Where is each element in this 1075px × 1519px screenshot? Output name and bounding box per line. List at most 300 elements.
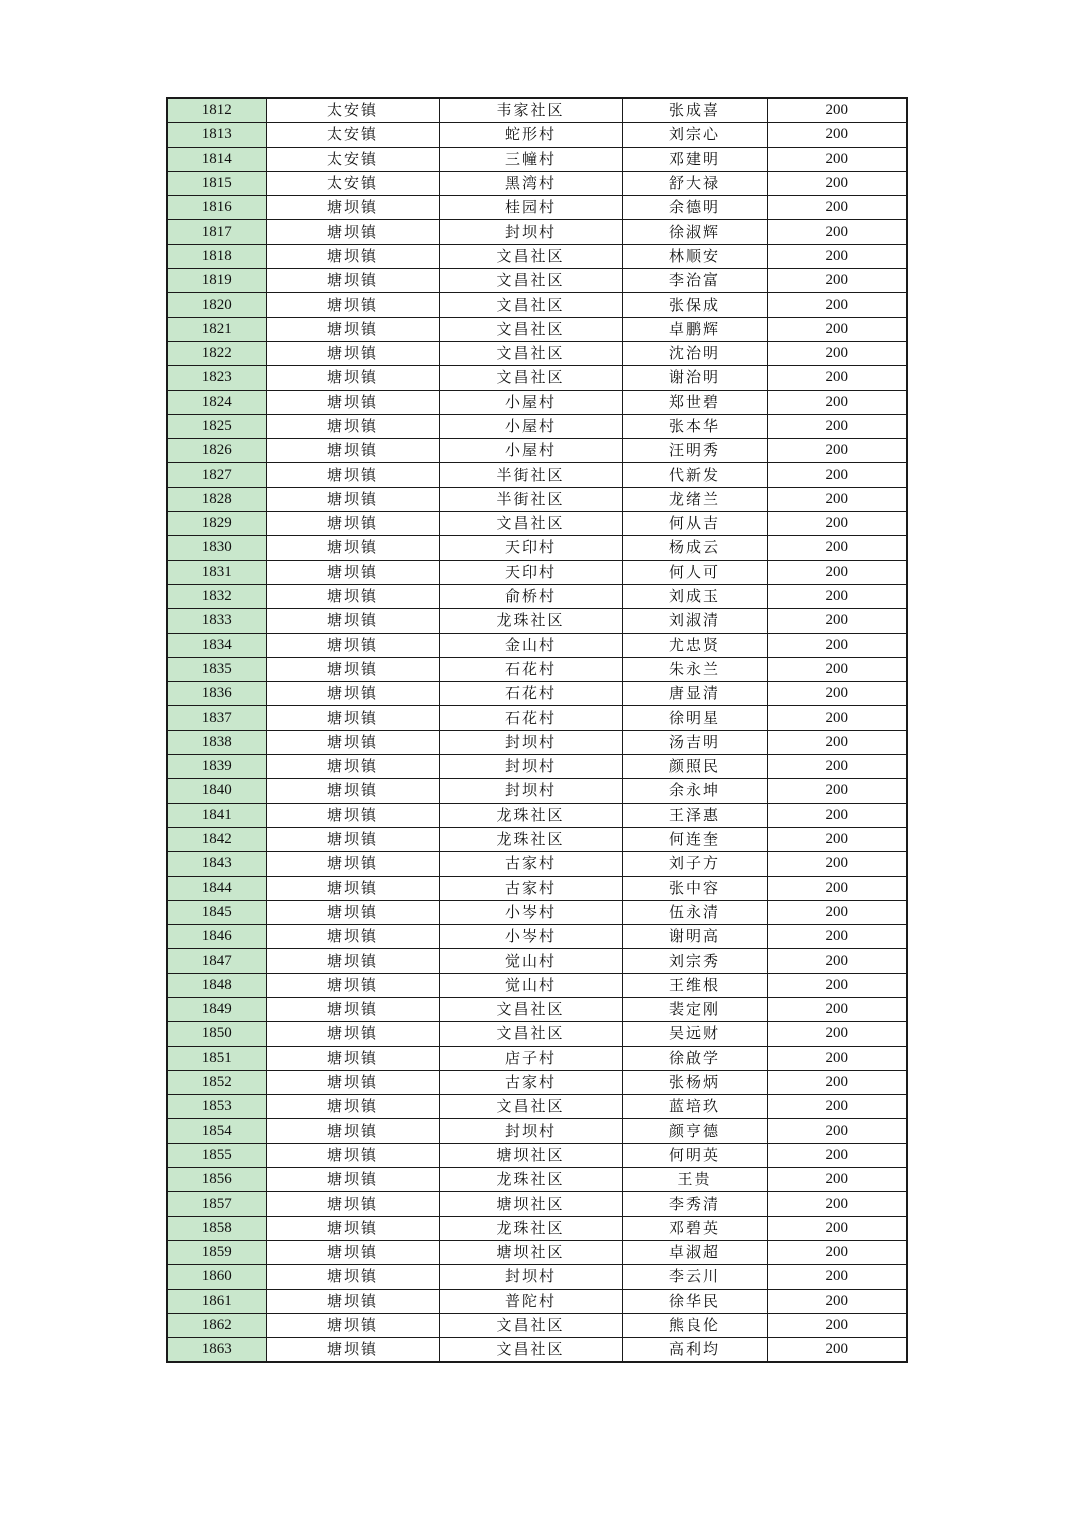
village-cell: 桂园村	[439, 196, 622, 220]
amount-cell: 200	[767, 463, 907, 487]
town-cell: 塘坝镇	[266, 973, 439, 997]
amount-cell: 200	[767, 560, 907, 584]
person-name-cell: 刘宗秀	[622, 949, 767, 973]
person-name-cell: 林顺安	[622, 244, 767, 268]
amount-cell: 200	[767, 925, 907, 949]
village-cell: 文昌社区	[439, 293, 622, 317]
amount-cell: 200	[767, 487, 907, 511]
amount-cell: 200	[767, 1046, 907, 1070]
row-number: 1821	[167, 317, 266, 341]
town-cell: 塘坝镇	[266, 293, 439, 317]
row-number: 1851	[167, 1046, 266, 1070]
village-cell: 小岑村	[439, 900, 622, 924]
village-cell: 封坝村	[439, 779, 622, 803]
town-cell: 太安镇	[266, 171, 439, 195]
town-cell: 塘坝镇	[266, 487, 439, 511]
person-name-cell: 谢明高	[622, 925, 767, 949]
person-name-cell: 徐淑辉	[622, 220, 767, 244]
row-number: 1826	[167, 439, 266, 463]
person-name-cell: 何明英	[622, 1143, 767, 1167]
amount-cell: 200	[767, 439, 907, 463]
village-cell: 半街社区	[439, 463, 622, 487]
row-number: 1824	[167, 390, 266, 414]
row-number: 1819	[167, 269, 266, 293]
village-cell: 天印村	[439, 536, 622, 560]
row-number: 1853	[167, 1095, 266, 1119]
table-row	[167, 755, 907, 779]
amount-cell: 200	[767, 1070, 907, 1094]
village-cell: 封坝村	[439, 220, 622, 244]
row-number: 1825	[167, 414, 266, 438]
table-row	[167, 317, 907, 341]
town-cell: 塘坝镇	[266, 512, 439, 536]
village-cell: 小岑村	[439, 925, 622, 949]
table-row	[167, 560, 907, 584]
table-row	[167, 900, 907, 924]
town-cell: 塘坝镇	[266, 730, 439, 754]
village-cell: 俞桥村	[439, 584, 622, 608]
village-cell: 封坝村	[439, 1119, 622, 1143]
town-cell: 塘坝镇	[266, 244, 439, 268]
person-name-cell: 卓淑超	[622, 1240, 767, 1264]
table-row	[167, 439, 907, 463]
person-name-cell: 李云川	[622, 1265, 767, 1289]
amount-cell: 200	[767, 682, 907, 706]
town-cell: 塘坝镇	[266, 1240, 439, 1264]
town-cell: 太安镇	[266, 123, 439, 147]
town-cell: 塘坝镇	[266, 1313, 439, 1337]
row-number: 1863	[167, 1338, 266, 1363]
row-number: 1846	[167, 925, 266, 949]
person-name-cell: 代新发	[622, 463, 767, 487]
town-cell: 塘坝镇	[266, 1143, 439, 1167]
table-row	[167, 609, 907, 633]
row-number: 1859	[167, 1240, 266, 1264]
row-number: 1836	[167, 682, 266, 706]
table-row	[167, 925, 907, 949]
town-cell: 塘坝镇	[266, 463, 439, 487]
table-row	[167, 682, 907, 706]
row-number: 1843	[167, 852, 266, 876]
person-name-cell: 卓鹏辉	[622, 317, 767, 341]
village-cell: 三幢村	[439, 147, 622, 171]
person-name-cell: 何人可	[622, 560, 767, 584]
row-number: 1849	[167, 997, 266, 1021]
row-number: 1822	[167, 341, 266, 365]
village-cell: 封坝村	[439, 755, 622, 779]
person-name-cell: 汤吉明	[622, 730, 767, 754]
village-cell: 龙珠社区	[439, 1168, 622, 1192]
village-cell: 小屋村	[439, 439, 622, 463]
amount-cell: 200	[767, 779, 907, 803]
table-row	[167, 730, 907, 754]
person-name-cell: 刘宗心	[622, 123, 767, 147]
row-number: 1813	[167, 123, 266, 147]
village-cell: 文昌社区	[439, 512, 622, 536]
town-cell: 塘坝镇	[266, 925, 439, 949]
amount-cell: 200	[767, 390, 907, 414]
town-cell: 塘坝镇	[266, 706, 439, 730]
person-name-cell: 张保成	[622, 293, 767, 317]
amount-cell: 200	[767, 657, 907, 681]
village-cell: 文昌社区	[439, 1338, 622, 1363]
table-row	[167, 293, 907, 317]
row-number: 1842	[167, 827, 266, 851]
person-name-cell: 李治富	[622, 269, 767, 293]
person-name-cell: 裴定刚	[622, 997, 767, 1021]
person-name-cell: 王维根	[622, 973, 767, 997]
amount-cell: 200	[767, 609, 907, 633]
amount-cell: 200	[767, 1216, 907, 1240]
roster-body	[167, 98, 907, 1362]
town-cell: 塘坝镇	[266, 584, 439, 608]
village-cell: 龙珠社区	[439, 803, 622, 827]
town-cell: 塘坝镇	[266, 1216, 439, 1240]
amount-cell: 200	[767, 414, 907, 438]
row-number: 1854	[167, 1119, 266, 1143]
town-cell: 塘坝镇	[266, 609, 439, 633]
amount-cell: 200	[767, 536, 907, 560]
row-number: 1858	[167, 1216, 266, 1240]
village-cell: 石花村	[439, 657, 622, 681]
table-row	[167, 196, 907, 220]
amount-cell: 200	[767, 730, 907, 754]
amount-cell: 200	[767, 244, 907, 268]
amount-cell: 200	[767, 293, 907, 317]
town-cell: 塘坝镇	[266, 366, 439, 390]
table-row	[167, 1095, 907, 1119]
town-cell: 塘坝镇	[266, 779, 439, 803]
village-cell: 小屋村	[439, 390, 622, 414]
table-row	[167, 1022, 907, 1046]
table-row	[167, 973, 907, 997]
town-cell: 塘坝镇	[266, 220, 439, 244]
person-name-cell: 伍永清	[622, 900, 767, 924]
amount-cell: 200	[767, 1313, 907, 1337]
village-cell: 蛇形村	[439, 123, 622, 147]
person-name-cell: 刘淑清	[622, 609, 767, 633]
person-name-cell: 何连奎	[622, 827, 767, 851]
row-number: 1835	[167, 657, 266, 681]
town-cell: 塘坝镇	[266, 1095, 439, 1119]
town-cell: 塘坝镇	[266, 852, 439, 876]
town-cell: 塘坝镇	[266, 1338, 439, 1363]
table-row	[167, 1338, 907, 1363]
person-name-cell: 杨成云	[622, 536, 767, 560]
village-cell: 文昌社区	[439, 244, 622, 268]
row-number: 1820	[167, 293, 266, 317]
village-cell: 文昌社区	[439, 1095, 622, 1119]
table-row	[167, 803, 907, 827]
row-number: 1855	[167, 1143, 266, 1167]
village-cell: 觉山村	[439, 973, 622, 997]
table-row	[167, 536, 907, 560]
amount-cell: 200	[767, 1095, 907, 1119]
amount-cell: 200	[767, 755, 907, 779]
person-name-cell: 颜照民	[622, 755, 767, 779]
village-cell: 文昌社区	[439, 317, 622, 341]
town-cell: 塘坝镇	[266, 269, 439, 293]
town-cell: 塘坝镇	[266, 682, 439, 706]
table-row	[167, 487, 907, 511]
town-cell: 塘坝镇	[266, 1070, 439, 1094]
amount-cell: 200	[767, 997, 907, 1021]
table-row	[167, 1240, 907, 1264]
town-cell: 塘坝镇	[266, 827, 439, 851]
amount-cell: 200	[767, 512, 907, 536]
town-cell: 塘坝镇	[266, 1265, 439, 1289]
village-cell: 塘坝社区	[439, 1143, 622, 1167]
row-number: 1814	[167, 147, 266, 171]
village-cell: 半街社区	[439, 487, 622, 511]
village-cell: 文昌社区	[439, 1313, 622, 1337]
person-name-cell: 刘子方	[622, 852, 767, 876]
village-cell: 石花村	[439, 682, 622, 706]
row-number: 1828	[167, 487, 266, 511]
person-name-cell: 徐啟学	[622, 1046, 767, 1070]
village-cell: 封坝村	[439, 730, 622, 754]
person-name-cell: 王泽惠	[622, 803, 767, 827]
table-row	[167, 366, 907, 390]
person-name-cell: 何从吉	[622, 512, 767, 536]
village-cell: 龙珠社区	[439, 827, 622, 851]
row-number: 1845	[167, 900, 266, 924]
village-cell: 小屋村	[439, 414, 622, 438]
amount-cell: 200	[767, 123, 907, 147]
person-name-cell: 张本华	[622, 414, 767, 438]
row-number: 1848	[167, 973, 266, 997]
table-row	[167, 512, 907, 536]
town-cell: 塘坝镇	[266, 1119, 439, 1143]
person-name-cell: 余德明	[622, 196, 767, 220]
row-number: 1823	[167, 366, 266, 390]
amount-cell: 200	[767, 1338, 907, 1363]
person-name-cell: 王贵	[622, 1168, 767, 1192]
row-number: 1837	[167, 706, 266, 730]
town-cell: 塘坝镇	[266, 1022, 439, 1046]
row-number: 1830	[167, 536, 266, 560]
row-number: 1844	[167, 876, 266, 900]
row-number: 1861	[167, 1289, 266, 1313]
person-name-cell: 张成喜	[622, 98, 767, 123]
subsidy-roster-table	[166, 97, 908, 1363]
amount-cell: 200	[767, 949, 907, 973]
amount-cell: 200	[767, 633, 907, 657]
amount-cell: 200	[767, 852, 907, 876]
town-cell: 塘坝镇	[266, 414, 439, 438]
amount-cell: 200	[767, 366, 907, 390]
table-row	[167, 1119, 907, 1143]
village-cell: 文昌社区	[439, 366, 622, 390]
table-row	[167, 827, 907, 851]
town-cell: 塘坝镇	[266, 439, 439, 463]
table-row	[167, 1289, 907, 1313]
amount-cell: 200	[767, 196, 907, 220]
town-cell: 塘坝镇	[266, 949, 439, 973]
table-row	[167, 1168, 907, 1192]
village-cell: 文昌社区	[439, 341, 622, 365]
table-row	[167, 1216, 907, 1240]
row-number: 1812	[167, 98, 266, 123]
row-number: 1847	[167, 949, 266, 973]
person-name-cell: 蓝培玖	[622, 1095, 767, 1119]
table-row	[167, 414, 907, 438]
amount-cell: 200	[767, 803, 907, 827]
amount-cell: 200	[767, 876, 907, 900]
village-cell: 天印村	[439, 560, 622, 584]
row-number: 1816	[167, 196, 266, 220]
town-cell: 塘坝镇	[266, 1046, 439, 1070]
town-cell: 太安镇	[266, 98, 439, 123]
person-name-cell: 张杨炳	[622, 1070, 767, 1094]
town-cell: 塘坝镇	[266, 1168, 439, 1192]
row-number: 1860	[167, 1265, 266, 1289]
amount-cell: 200	[767, 341, 907, 365]
person-name-cell: 谢治明	[622, 366, 767, 390]
amount-cell: 200	[767, 1240, 907, 1264]
table-row	[167, 1313, 907, 1337]
amount-cell: 200	[767, 1289, 907, 1313]
table-row	[167, 1265, 907, 1289]
table-row	[167, 98, 907, 123]
person-name-cell: 龙绪兰	[622, 487, 767, 511]
table-row	[167, 657, 907, 681]
village-cell: 金山村	[439, 633, 622, 657]
amount-cell: 200	[767, 900, 907, 924]
row-number: 1850	[167, 1022, 266, 1046]
table-row	[167, 1070, 907, 1094]
person-name-cell: 徐华民	[622, 1289, 767, 1313]
person-name-cell: 沈治明	[622, 341, 767, 365]
amount-cell: 200	[767, 706, 907, 730]
person-name-cell: 舒大禄	[622, 171, 767, 195]
village-cell: 韦家社区	[439, 98, 622, 123]
town-cell: 塘坝镇	[266, 317, 439, 341]
village-cell: 塘坝社区	[439, 1192, 622, 1216]
row-number: 1817	[167, 220, 266, 244]
village-cell: 觉山村	[439, 949, 622, 973]
table-row	[167, 997, 907, 1021]
amount-cell: 200	[767, 827, 907, 851]
village-cell: 封坝村	[439, 1265, 622, 1289]
village-cell: 黑湾村	[439, 171, 622, 195]
table-row	[167, 269, 907, 293]
person-name-cell: 郑世碧	[622, 390, 767, 414]
town-cell: 塘坝镇	[266, 803, 439, 827]
person-name-cell: 邓碧英	[622, 1216, 767, 1240]
table-row	[167, 244, 907, 268]
person-name-cell: 尤忠贤	[622, 633, 767, 657]
amount-cell: 200	[767, 171, 907, 195]
village-cell: 龙珠社区	[439, 1216, 622, 1240]
amount-cell: 200	[767, 584, 907, 608]
town-cell: 塘坝镇	[266, 633, 439, 657]
town-cell: 塘坝镇	[266, 560, 439, 584]
amount-cell: 200	[767, 98, 907, 123]
person-name-cell: 余永坤	[622, 779, 767, 803]
village-cell: 古家村	[439, 876, 622, 900]
amount-cell: 200	[767, 973, 907, 997]
table-row	[167, 1192, 907, 1216]
village-cell: 龙珠社区	[439, 609, 622, 633]
village-cell: 店子村	[439, 1046, 622, 1070]
row-number: 1857	[167, 1192, 266, 1216]
village-cell: 塘坝社区	[439, 1240, 622, 1264]
person-name-cell: 朱永兰	[622, 657, 767, 681]
table-row	[167, 779, 907, 803]
table-row	[167, 633, 907, 657]
person-name-cell: 李秀清	[622, 1192, 767, 1216]
table-row	[167, 706, 907, 730]
town-cell: 塘坝镇	[266, 900, 439, 924]
table-row	[167, 341, 907, 365]
person-name-cell: 汪明秀	[622, 439, 767, 463]
amount-cell: 200	[767, 317, 907, 341]
row-number: 1839	[167, 755, 266, 779]
town-cell: 塘坝镇	[266, 997, 439, 1021]
row-number: 1856	[167, 1168, 266, 1192]
amount-cell: 200	[767, 1143, 907, 1167]
village-cell: 文昌社区	[439, 1022, 622, 1046]
village-cell: 古家村	[439, 852, 622, 876]
table-row	[167, 390, 907, 414]
village-cell: 文昌社区	[439, 269, 622, 293]
amount-cell: 200	[767, 1168, 907, 1192]
person-name-cell: 邓建明	[622, 147, 767, 171]
person-name-cell: 吴远财	[622, 1022, 767, 1046]
row-number: 1852	[167, 1070, 266, 1094]
village-cell: 普陀村	[439, 1289, 622, 1313]
row-number: 1818	[167, 244, 266, 268]
town-cell: 塘坝镇	[266, 755, 439, 779]
row-number: 1833	[167, 609, 266, 633]
row-number: 1827	[167, 463, 266, 487]
amount-cell: 200	[767, 147, 907, 171]
row-number: 1841	[167, 803, 266, 827]
row-number: 1838	[167, 730, 266, 754]
person-name-cell: 颜亨德	[622, 1119, 767, 1143]
table-row	[167, 1046, 907, 1070]
person-name-cell: 唐显清	[622, 682, 767, 706]
row-number: 1840	[167, 779, 266, 803]
table-row	[167, 123, 907, 147]
row-number: 1834	[167, 633, 266, 657]
town-cell: 塘坝镇	[266, 1289, 439, 1313]
row-number: 1862	[167, 1313, 266, 1337]
town-cell: 塘坝镇	[266, 196, 439, 220]
village-cell: 石花村	[439, 706, 622, 730]
amount-cell: 200	[767, 269, 907, 293]
town-cell: 塘坝镇	[266, 341, 439, 365]
person-name-cell: 熊良伦	[622, 1313, 767, 1337]
table-row	[167, 220, 907, 244]
person-name-cell: 高利均	[622, 1338, 767, 1363]
person-name-cell: 刘成玉	[622, 584, 767, 608]
table-row	[167, 852, 907, 876]
row-number: 1829	[167, 512, 266, 536]
town-cell: 塘坝镇	[266, 390, 439, 414]
person-name-cell: 徐明星	[622, 706, 767, 730]
town-cell: 塘坝镇	[266, 657, 439, 681]
table-row	[167, 584, 907, 608]
amount-cell: 200	[767, 1192, 907, 1216]
amount-cell: 200	[767, 1119, 907, 1143]
person-name-cell: 张中容	[622, 876, 767, 900]
amount-cell: 200	[767, 220, 907, 244]
town-cell: 太安镇	[266, 147, 439, 171]
row-number: 1831	[167, 560, 266, 584]
amount-cell: 200	[767, 1022, 907, 1046]
